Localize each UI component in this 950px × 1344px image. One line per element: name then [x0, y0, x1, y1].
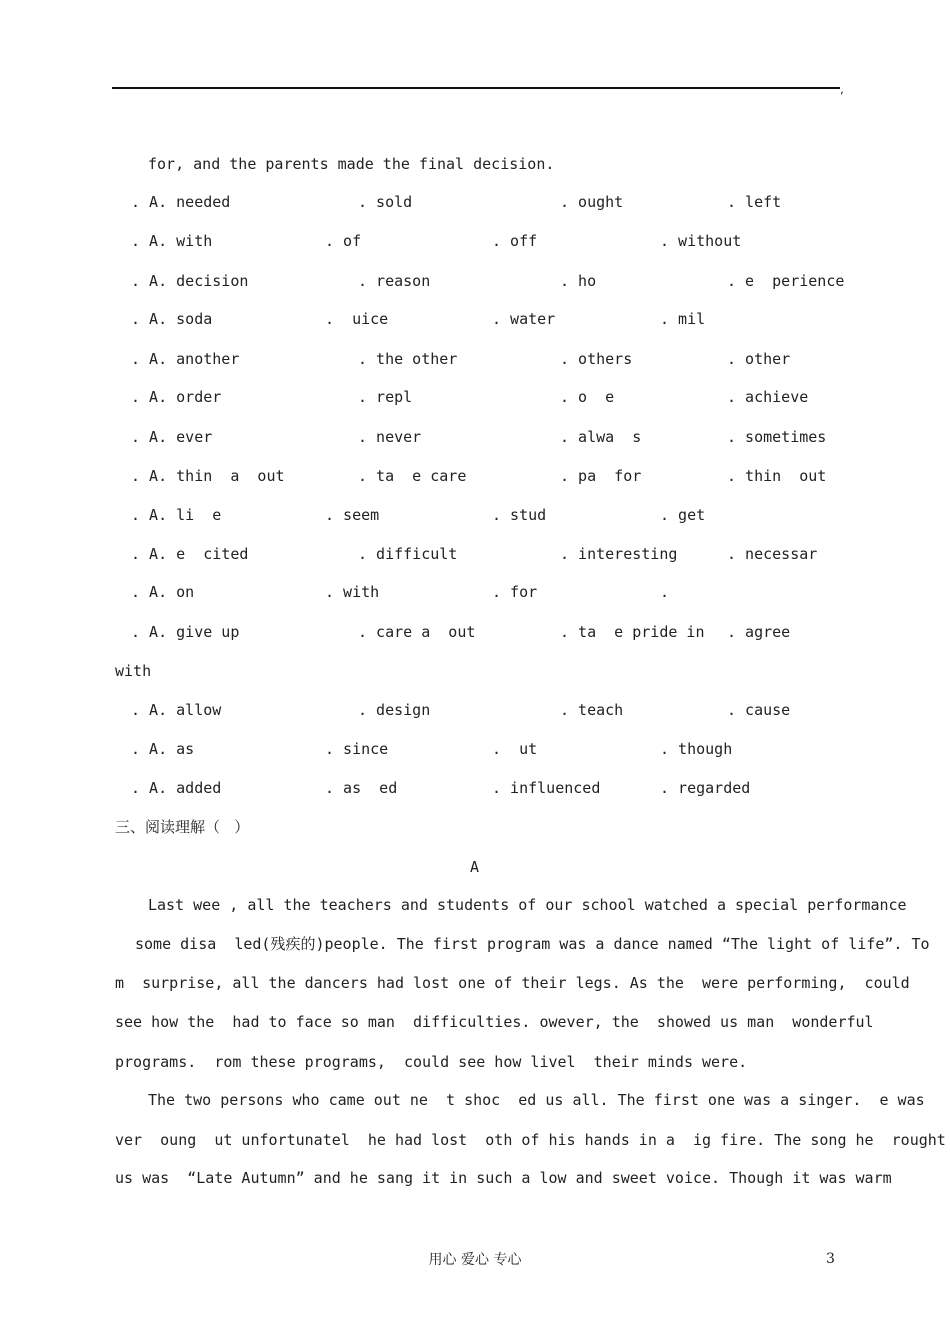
option-b: . reason: [358, 272, 431, 290]
option-d: . mil: [660, 310, 706, 328]
passage-line: The two persons who came out ne t shoc ed us all. The first one was a singer. e was: [148, 1091, 925, 1109]
option-b: . design: [358, 701, 431, 719]
option-c: . ut: [492, 740, 538, 758]
option-c: . alwa s: [560, 428, 642, 446]
wrapped-option-text: with: [115, 662, 152, 680]
option-b: . seem: [325, 506, 380, 524]
option-a: . A. needed: [131, 193, 231, 211]
option-c: . stud: [492, 506, 547, 524]
passage-line: m surprise, all the dancers had lost one of their legs. As the were performing, could: [115, 974, 910, 992]
option-d: . thin out: [727, 467, 827, 485]
option-b: . of: [325, 232, 362, 250]
option-b: . sold: [358, 193, 413, 211]
option-a: . A. decision: [131, 272, 249, 290]
intro-line: for, and the parents made the final decision.: [148, 155, 555, 173]
option-b: . difficult: [358, 545, 458, 563]
option-a: . A. another: [131, 350, 240, 368]
option-d: . regarded: [660, 779, 751, 797]
option-d: . other: [727, 350, 791, 368]
option-d: . e perience: [727, 272, 845, 290]
section-title: 三、阅读理解（ ）: [115, 818, 250, 836]
option-b: . with: [325, 583, 380, 601]
option-b: . since: [325, 740, 389, 758]
passage-line: us was “Late Autumn” and he sang it in such a low and sweet voice. Though it was warm: [115, 1169, 892, 1187]
option-d: . agree: [727, 623, 791, 641]
passage-line: some disa led(残疾的)people. The first program was a dance named “The light of life”. To: [135, 935, 930, 953]
option-c: . teach: [560, 701, 624, 719]
option-b: . repl: [358, 388, 413, 406]
option-a: . A. e cited: [131, 545, 249, 563]
option-a: . A. with: [131, 232, 213, 250]
option-b: . uice: [325, 310, 389, 328]
option-d: . achieve: [727, 388, 809, 406]
option-b: . never: [358, 428, 422, 446]
option-b: . as ed: [325, 779, 398, 797]
option-d: . though: [660, 740, 733, 758]
page-footer: 用心 爱心 专心: [428, 1252, 522, 1268]
option-c: . ho: [560, 272, 597, 290]
option-d: . left: [727, 193, 782, 211]
option-c: . interesting: [560, 545, 678, 563]
option-c: . o e: [560, 388, 615, 406]
option-b: . care a out: [358, 623, 476, 641]
option-a: . A. soda: [131, 310, 213, 328]
option-d: . necessar: [727, 545, 818, 563]
page-number: 3: [826, 1251, 835, 1267]
option-c: . water: [492, 310, 556, 328]
option-d: . without: [660, 232, 742, 250]
passage-line: programs. rom these programs, could see how livel their minds were.: [115, 1053, 748, 1071]
passage-letter: A: [470, 858, 480, 876]
option-a: . A. ever: [131, 428, 213, 446]
option-c: . off: [492, 232, 538, 250]
passage-line: see how the had to face so man difficulties. owever, the showed us man wonderful: [115, 1013, 874, 1031]
option-c: . pa for: [560, 467, 642, 485]
passage-line: Last wee , all the teachers and students of our school watched a special performance: [148, 896, 907, 914]
option-a: . A. as: [131, 740, 195, 758]
passage-line: ver oung ut unfortunatel he had lost oth of his hands in a ig fire. The song he rought: [115, 1131, 946, 1149]
option-a: . A. allow: [131, 701, 222, 719]
option-d: . get: [660, 506, 706, 524]
option-c: . ought: [560, 193, 624, 211]
option-c: . others: [560, 350, 633, 368]
option-b: . the other: [358, 350, 458, 368]
option-a: . A. give up: [131, 623, 240, 641]
option-a: . A. order: [131, 388, 222, 406]
option-a: . A. on: [131, 583, 195, 601]
header-rule: [112, 87, 840, 89]
option-c: . influenced: [492, 779, 601, 797]
option-d: .: [660, 583, 670, 601]
option-a: . A. thin a out: [131, 467, 285, 485]
option-b: . ta e care: [358, 467, 467, 485]
option-a: . A. added: [131, 779, 222, 797]
option-a: . A. li e: [131, 506, 222, 524]
option-d: . sometimes: [727, 428, 827, 446]
header-rule-dot: ,: [839, 85, 846, 96]
option-c: . ta e pride in: [560, 623, 705, 641]
option-c: . for: [492, 583, 538, 601]
option-d: . cause: [727, 701, 791, 719]
